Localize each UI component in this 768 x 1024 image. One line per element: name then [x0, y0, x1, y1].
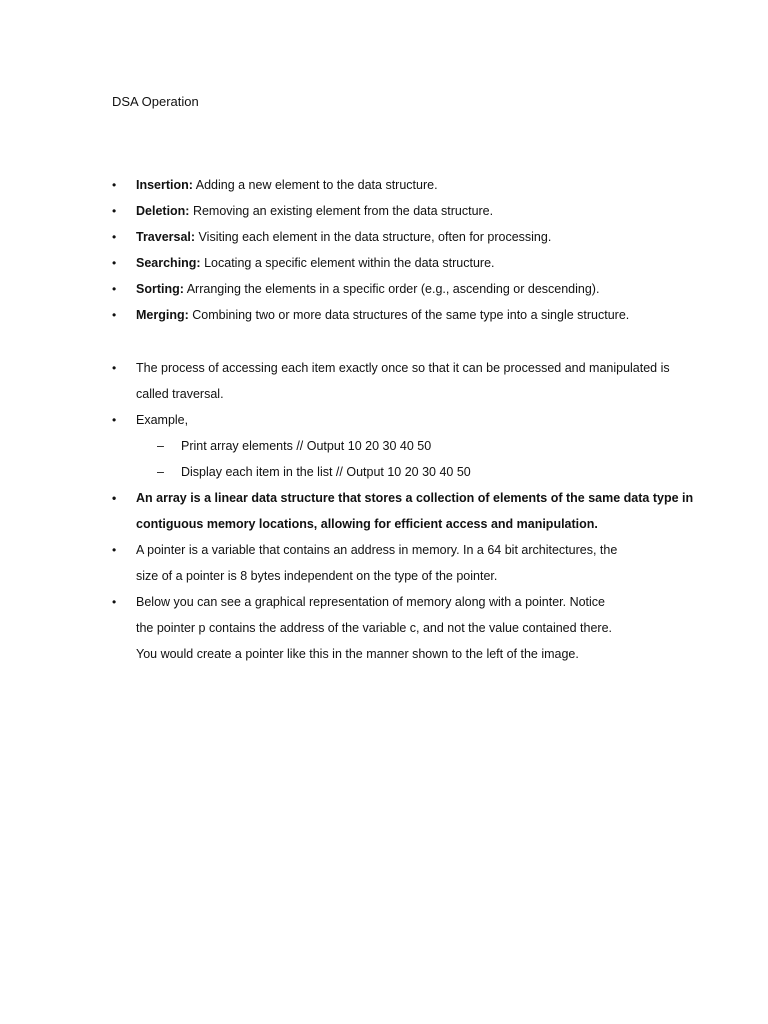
dash-icon: –	[157, 465, 164, 479]
operation-term: Deletion:	[136, 204, 190, 218]
bullet-icon: •	[112, 413, 117, 427]
pointer-definition	[0, 537, 696, 589]
operation-description: Locating a specific element within the data structure.	[200, 256, 495, 270]
bullet-icon: •	[112, 595, 117, 609]
operation-description: Removing an existing element from the data structure.	[189, 204, 494, 218]
text-line: the pointer p contains the address of the variable c, and not the value contained there.	[136, 621, 613, 635]
list-item	[0, 224, 696, 250]
example-sub-item	[0, 433, 696, 459]
dash-icon: –	[157, 439, 164, 453]
operation-term: Searching:	[136, 256, 201, 270]
traversal-definition	[0, 355, 696, 407]
text-line: contiguous memory locations, allowing for efficient access and manipulation.	[136, 517, 598, 531]
bullet-icon: •	[112, 256, 117, 270]
operation-term: Merging:	[136, 308, 189, 322]
bullet-icon: •	[112, 204, 117, 218]
operation-description: Arranging the elements in a specific order (e.g., ascending or descending).	[183, 282, 600, 296]
text-line: A pointer is a variable that contains an address in memory. In a 64 bit architectures, the	[136, 543, 618, 557]
list-item	[0, 302, 696, 328]
example-text: Display each item in the list // Output 10 20 30 40 50	[181, 465, 471, 479]
bullet-icon: •	[112, 361, 117, 375]
bullet-icon: •	[112, 178, 117, 192]
text-line: Below you can see a graphical representation of memory along with a pointer. Notice	[136, 595, 606, 609]
bullet-icon: •	[112, 308, 117, 322]
text-line: The process of accessing each item exactly once so that it can be processed and manipulated is	[136, 361, 670, 375]
operation-term: Insertion:	[136, 178, 193, 192]
bullet-icon: •	[112, 543, 117, 557]
operation-description: Combining two or more data structures of the same type into a single structure.	[188, 308, 630, 322]
concepts-list	[0, 355, 696, 667]
text-line: You would create a pointer like this in the manner shown to the left of the image.	[136, 647, 579, 661]
list-item	[0, 276, 696, 302]
pointer-graphic-description	[0, 589, 696, 667]
document-title: DSA Operation	[112, 94, 199, 109]
operations-list	[0, 172, 696, 328]
example-sub-item	[0, 459, 696, 485]
bullet-icon: •	[112, 491, 117, 505]
list-item	[0, 198, 696, 224]
text-line: An array is a linear data structure that stores a collection of elements of the same data type in	[136, 491, 694, 505]
list-item	[0, 172, 696, 198]
bullet-icon: •	[112, 230, 117, 244]
text-line: called traversal.	[136, 387, 224, 401]
operation-description: Visiting each element in the data structure, often for processing.	[195, 230, 552, 244]
example-label: Example,	[136, 413, 189, 427]
operation-description: Adding a new element to the data structure.	[192, 178, 438, 192]
array-definition	[0, 485, 696, 537]
list-item	[0, 250, 696, 276]
example-text: Print array elements // Output 10 20 30 40 50	[181, 439, 432, 453]
operation-term: Sorting:	[136, 282, 184, 296]
text-line: size of a pointer is 8 bytes independent on the type of the pointer.	[136, 569, 498, 583]
example-item	[0, 407, 696, 433]
operation-term: Traversal:	[136, 230, 196, 244]
bullet-icon: •	[112, 282, 117, 296]
